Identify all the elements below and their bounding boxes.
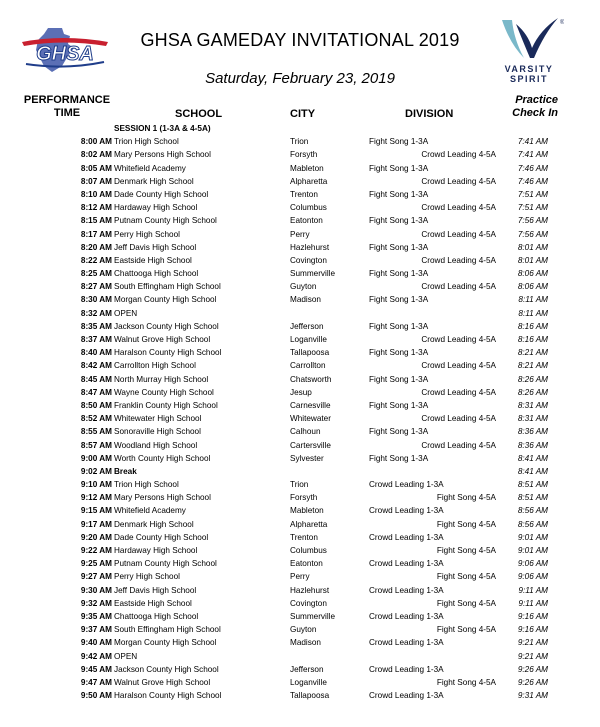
school-name: Morgan County High School bbox=[114, 638, 217, 648]
table-row bbox=[0, 386, 600, 399]
division-name: Crowd Leading 4-5A bbox=[421, 361, 496, 371]
practice-check-in-time: 8:36 AM bbox=[517, 440, 548, 450]
school-name: Whitewater High School bbox=[114, 414, 202, 424]
city-name: Whitewater bbox=[290, 414, 331, 424]
performance-time: 9:15 AM bbox=[80, 506, 112, 516]
table-row bbox=[0, 254, 600, 267]
performance-time: 9:37 AM bbox=[80, 625, 112, 635]
city-name: Calhoun bbox=[290, 427, 321, 437]
page-title: GHSA GAMEDAY INVITATIONAL 2019 bbox=[140, 30, 460, 50]
school-name: Mary Persons High School bbox=[114, 493, 211, 503]
city-name: Trion bbox=[290, 480, 309, 490]
performance-time: 8:40 AM bbox=[80, 348, 112, 358]
division-name: Crowd Leading 4-5A bbox=[421, 387, 496, 397]
city-name: Jefferson bbox=[290, 664, 324, 674]
table-row bbox=[0, 491, 600, 504]
division-name: Fight Song 4-5A bbox=[436, 625, 496, 635]
col-header-practice-check-in: Practice Check In bbox=[512, 94, 558, 119]
school-name: North Murray High School bbox=[114, 374, 209, 384]
table-row bbox=[0, 689, 600, 702]
table-row bbox=[0, 557, 600, 570]
performance-time: 8:57 AM bbox=[80, 440, 112, 450]
division-name: Fight Song 1-3A bbox=[369, 216, 429, 226]
practice-check-in-time: 8:31 AM bbox=[517, 400, 548, 410]
city-name: Jefferson bbox=[290, 321, 324, 331]
school-name: Haralson County High School bbox=[114, 348, 222, 358]
school-name: Chattooga High School bbox=[114, 269, 199, 279]
city-name: Hazlehurst bbox=[290, 585, 330, 595]
practice-check-in-time: 9:06 AM bbox=[517, 559, 548, 569]
practice-check-in-time: 7:51 AM bbox=[517, 189, 548, 199]
performance-time: 9:27 AM bbox=[80, 572, 112, 582]
practice-check-in-time: 8:21 AM bbox=[517, 348, 548, 358]
performance-time: 9:40 AM bbox=[80, 638, 112, 648]
table-row bbox=[0, 465, 600, 478]
performance-time: 9:50 AM bbox=[80, 691, 112, 701]
svg-text:®: ® bbox=[560, 20, 564, 26]
city-name: Hazlehurst bbox=[290, 242, 330, 252]
table-row bbox=[0, 333, 600, 346]
city-name: Jesup bbox=[290, 387, 312, 397]
practice-check-in-time: 7:41 AM bbox=[517, 150, 548, 160]
session-label: SESSION 1 (1-3A & 4-5A) bbox=[114, 124, 211, 133]
practice-check-in-time: 9:16 AM bbox=[517, 611, 548, 621]
performance-time: 8:37 AM bbox=[80, 335, 112, 344]
table-row bbox=[0, 307, 600, 320]
table-row bbox=[0, 412, 600, 425]
school-name: Putnam County High School bbox=[114, 216, 217, 226]
school-name: Woodland High School bbox=[114, 440, 198, 450]
table-row bbox=[0, 359, 600, 372]
table-row bbox=[0, 478, 600, 491]
event-date: Saturday, February 23, 2019 bbox=[205, 70, 395, 87]
city-name: Columbus bbox=[290, 203, 327, 213]
city-name: Guyton bbox=[290, 625, 317, 635]
performance-time: 8:07 AM bbox=[80, 176, 112, 186]
table-row bbox=[0, 623, 600, 636]
city-name: Eatonton bbox=[290, 216, 323, 226]
col-header-division: DIVISION bbox=[405, 108, 454, 120]
table-row bbox=[0, 346, 600, 359]
practice-check-in-time: 9:26 AM bbox=[517, 677, 548, 687]
practice-check-in-time: 9:01 AM bbox=[517, 532, 548, 542]
division-name: Fight Song 4-5A bbox=[436, 677, 496, 687]
school-name: Mary Persons High School bbox=[114, 150, 211, 160]
city-name: Madison bbox=[290, 638, 321, 648]
city-name: Summerville bbox=[290, 611, 336, 621]
division-name: Crowd Leading 4-5A bbox=[421, 282, 496, 292]
session-row bbox=[0, 122, 600, 135]
col-header-school: SCHOOL bbox=[175, 108, 223, 120]
performance-time: 8:45 AM bbox=[80, 374, 112, 384]
practice-check-in-time: 8:41 AM bbox=[517, 453, 548, 463]
table-row bbox=[0, 241, 600, 254]
performance-time: 9:42 AM bbox=[80, 651, 112, 661]
table-row bbox=[0, 452, 600, 465]
performance-time: 8:55 AM bbox=[80, 427, 112, 437]
school-name: Whitefield Academy bbox=[114, 163, 186, 173]
city-name: Loganville bbox=[290, 677, 327, 687]
practice-check-in-time: 9:26 AM bbox=[517, 664, 548, 674]
varsity-logo-line2: SPIRIT bbox=[509, 74, 548, 84]
col-header-performance-time: PERFORMANCE TIME bbox=[23, 94, 111, 119]
practice-check-in-time: 8:31 AM bbox=[517, 414, 548, 424]
school-name: Sonoraville High School bbox=[114, 427, 201, 437]
practice-check-in-time: 8:11 AM bbox=[518, 308, 548, 318]
practice-check-in-time: 7:56 AM bbox=[517, 229, 548, 239]
school-name: Eastside High School bbox=[114, 255, 192, 265]
city-name: Chatsworth bbox=[290, 374, 332, 384]
city-name: Cartersville bbox=[290, 440, 331, 450]
performance-time: 9:20 AM bbox=[80, 532, 112, 542]
table-row bbox=[0, 399, 600, 412]
city-name: Tallapoosa bbox=[290, 348, 330, 358]
city-name: Guyton bbox=[290, 282, 317, 292]
performance-time: 8:32 AM bbox=[80, 308, 112, 318]
performance-time: 8:52 AM bbox=[80, 414, 112, 424]
practice-check-in-time: 9:16 AM bbox=[517, 625, 548, 635]
table-row bbox=[0, 597, 600, 610]
city-name: Trenton bbox=[290, 532, 318, 542]
division-name: Fight Song 4-5A bbox=[436, 493, 496, 503]
division-name: Crowd Leading 1-3A bbox=[369, 611, 444, 621]
table-row bbox=[0, 214, 600, 227]
school-name: Perry High School bbox=[114, 229, 180, 239]
performance-time: 9:12 AM bbox=[80, 493, 112, 503]
practice-check-in-time: 9:21 AM bbox=[517, 651, 548, 661]
table-row bbox=[0, 175, 600, 188]
practice-check-in-time: 8:26 AM bbox=[517, 374, 548, 384]
school-name: Break bbox=[114, 466, 137, 476]
table-row bbox=[0, 188, 600, 201]
division-name: Fight Song 1-3A bbox=[369, 163, 429, 173]
table-row bbox=[0, 280, 600, 293]
table-row bbox=[0, 267, 600, 280]
performance-time: 8:05 AM bbox=[80, 163, 112, 173]
practice-check-in-time: 8:51 AM bbox=[517, 493, 548, 503]
practice-check-in-time: 9:31 AM bbox=[517, 691, 548, 701]
school-name: Franklin County High School bbox=[114, 400, 218, 410]
practice-check-in-time: 7:46 AM bbox=[517, 176, 548, 186]
practice-check-in-time: 7:46 AM bbox=[517, 163, 548, 173]
practice-check-in-time: 9:01 AM bbox=[517, 546, 548, 555]
table-row bbox=[0, 518, 600, 531]
division-name: Crowd Leading 1-3A bbox=[369, 506, 444, 516]
school-name: Jeff Davis High School bbox=[114, 242, 197, 252]
school-name: Chattooga High School bbox=[114, 611, 199, 621]
table-row bbox=[0, 228, 600, 241]
table-row bbox=[0, 373, 600, 386]
practice-check-in-time: 8:01 AM bbox=[517, 242, 548, 252]
practice-check-in-time: 8:11 AM bbox=[518, 295, 548, 305]
city-name: Sylvester bbox=[290, 453, 324, 463]
school-name: Walnut Grove High School bbox=[114, 677, 211, 687]
city-name: Perry bbox=[290, 229, 310, 239]
city-name: Alpharetta bbox=[290, 519, 328, 529]
division-name: Fight Song 4-5A bbox=[436, 572, 496, 582]
school-name: Hardaway High School bbox=[114, 546, 198, 555]
performance-time: 8:50 AM bbox=[80, 400, 112, 410]
school-name: Carrollton High School bbox=[114, 361, 196, 371]
school-name: Dade County High School bbox=[114, 532, 209, 542]
division-name: Crowd Leading 1-3A bbox=[369, 480, 444, 490]
city-name: Covington bbox=[290, 598, 327, 608]
city-name: Eatonton bbox=[290, 559, 323, 569]
school-name: Wayne County High School bbox=[114, 387, 214, 397]
table-row bbox=[0, 293, 600, 306]
division-name: Fight Song 1-3A bbox=[369, 321, 429, 331]
table-row bbox=[0, 676, 600, 689]
table-row bbox=[0, 148, 600, 161]
performance-time: 8:25 AM bbox=[80, 269, 112, 279]
table-row bbox=[0, 531, 600, 544]
division-name: Crowd Leading 4-5A bbox=[421, 440, 496, 450]
practice-check-in-time: 8:56 AM bbox=[517, 506, 548, 516]
practice-check-in-time: 8:41 AM bbox=[517, 466, 548, 476]
division-name: Crowd Leading 4-5A bbox=[421, 414, 496, 424]
school-name: Jackson County High School bbox=[114, 321, 219, 331]
performance-time: 8:22 AM bbox=[80, 255, 112, 265]
division-name: Fight Song 1-3A bbox=[369, 295, 429, 305]
division-name: Crowd Leading 1-3A bbox=[369, 559, 444, 569]
division-name: Fight Song 1-3A bbox=[369, 374, 429, 384]
schedule-table bbox=[0, 122, 600, 702]
table-row bbox=[0, 504, 600, 517]
performance-time: 8:02 AM bbox=[80, 150, 112, 160]
division-name: Fight Song 1-3A bbox=[369, 242, 429, 252]
performance-time: 8:12 AM bbox=[80, 203, 112, 213]
school-name: Perry High School bbox=[114, 572, 180, 582]
performance-time: 8:35 AM bbox=[80, 321, 112, 331]
practice-check-in-time: 8:36 AM bbox=[517, 427, 548, 437]
city-name: Mableton bbox=[290, 163, 324, 173]
school-name: Whitefield Academy bbox=[114, 506, 186, 516]
school-name: OPEN bbox=[114, 308, 138, 318]
division-name: Fight Song 1-3A bbox=[369, 269, 429, 279]
table-row bbox=[0, 650, 600, 663]
school-name: Hardaway High School bbox=[114, 203, 198, 213]
practice-check-in-time: 9:11 AM bbox=[518, 598, 548, 608]
col-header-city: CITY bbox=[290, 108, 316, 120]
city-name: Tallapoosa bbox=[290, 691, 330, 701]
school-name: OPEN bbox=[114, 651, 138, 661]
division-name: Crowd Leading 1-3A bbox=[369, 664, 444, 674]
practice-check-in-time: 8:06 AM bbox=[517, 282, 548, 292]
division-name: Crowd Leading 4-5A bbox=[421, 150, 496, 160]
school-name: Trion High School bbox=[114, 480, 179, 490]
table-row bbox=[0, 439, 600, 452]
table-row bbox=[0, 425, 600, 438]
table-row bbox=[0, 544, 600, 557]
practice-check-in-time: 9:21 AM bbox=[517, 638, 548, 648]
practice-check-in-time: 9:11 AM bbox=[518, 585, 548, 595]
performance-time: 9:22 AM bbox=[80, 546, 112, 555]
division-name: Crowd Leading 4-5A bbox=[421, 176, 496, 186]
performance-time: 9:17 AM bbox=[80, 519, 112, 529]
table-row bbox=[0, 201, 600, 214]
city-name: Perry bbox=[290, 572, 310, 582]
city-name: Covington bbox=[290, 255, 327, 265]
school-name: Jackson County High School bbox=[114, 664, 219, 674]
division-name: Fight Song 1-3A bbox=[369, 137, 429, 147]
performance-time: 9:32 AM bbox=[80, 598, 112, 608]
performance-time: 9:30 AM bbox=[80, 585, 112, 595]
city-name: Forsyth bbox=[290, 150, 318, 160]
table-row bbox=[0, 663, 600, 676]
table-row bbox=[0, 162, 600, 175]
performance-time: 9:02 AM bbox=[80, 466, 112, 476]
school-name: Denmark High School bbox=[114, 176, 194, 186]
division-name: Crowd Leading 1-3A bbox=[369, 532, 444, 542]
school-name: Jeff Davis High School bbox=[114, 585, 197, 595]
city-name: Mableton bbox=[290, 506, 324, 516]
performance-time: 9:35 AM bbox=[80, 611, 112, 621]
division-name: Fight Song 1-3A bbox=[369, 348, 429, 358]
school-name: South Effingham High School bbox=[114, 625, 221, 635]
performance-time: 9:25 AM bbox=[80, 559, 112, 569]
division-name: Crowd Leading 4-5A bbox=[421, 255, 496, 265]
school-name: South Effingham High School bbox=[114, 282, 221, 292]
performance-time: 8:20 AM bbox=[80, 242, 112, 252]
practice-check-in-time: 8:06 AM bbox=[517, 269, 548, 279]
practice-check-in-time: 8:26 AM bbox=[517, 387, 548, 397]
performance-time: 8:27 AM bbox=[80, 282, 112, 292]
practice-check-in-time: 9:06 AM bbox=[517, 572, 548, 582]
division-name: Fight Song 1-3A bbox=[369, 400, 429, 410]
performance-time: 8:47 AM bbox=[80, 387, 112, 397]
city-name: Loganville bbox=[290, 335, 327, 344]
practice-check-in-time: 8:16 AM bbox=[517, 321, 548, 331]
city-name: Trion bbox=[290, 137, 309, 147]
division-name: Fight Song 4-5A bbox=[436, 598, 496, 608]
school-name: Walnut Grove High School bbox=[114, 335, 211, 344]
division-name: Crowd Leading 4-5A bbox=[421, 335, 496, 344]
division-name: Crowd Leading 4-5A bbox=[421, 203, 496, 213]
city-name: Carrollton bbox=[290, 361, 326, 371]
city-name: Summerville bbox=[290, 269, 336, 279]
performance-time: 8:17 AM bbox=[80, 229, 112, 239]
city-name: Madison bbox=[290, 295, 321, 305]
practice-check-in-time: 7:41 AM bbox=[517, 137, 548, 147]
city-name: Columbus bbox=[290, 546, 327, 555]
school-name: Trion High School bbox=[114, 137, 179, 147]
performance-time: 9:45 AM bbox=[80, 664, 112, 674]
practice-check-in-time: 8:21 AM bbox=[517, 361, 548, 371]
performance-time: 9:00 AM bbox=[80, 453, 112, 463]
school-name: Dade County High School bbox=[114, 189, 209, 199]
practice-check-in-time: 8:56 AM bbox=[517, 519, 548, 529]
city-name: Alpharetta bbox=[290, 176, 328, 186]
school-name: Eastside High School bbox=[114, 598, 192, 608]
table-row bbox=[0, 570, 600, 583]
school-name: Worth County High School bbox=[114, 453, 211, 463]
city-name: Trenton bbox=[290, 189, 318, 199]
division-name: Fight Song 1-3A bbox=[369, 427, 429, 437]
table-row bbox=[0, 584, 600, 597]
division-name: Fight Song 1-3A bbox=[369, 189, 429, 199]
performance-time: 8:42 AM bbox=[80, 361, 112, 371]
division-name: Fight Song 1-3A bbox=[369, 453, 429, 463]
practice-check-in-time: 7:56 AM bbox=[517, 216, 548, 226]
school-name: Denmark High School bbox=[114, 519, 194, 529]
performance-time: 8:10 AM bbox=[80, 189, 112, 199]
performance-time: 9:10 AM bbox=[80, 480, 112, 490]
school-name: Putnam County High School bbox=[114, 559, 217, 569]
table-row bbox=[0, 135, 600, 148]
varsity-logo-line1: VARSITY bbox=[504, 64, 554, 74]
division-name: Crowd Leading 1-3A bbox=[369, 585, 444, 595]
svg-text:GHSA: GHSA bbox=[36, 43, 94, 65]
school-name: Haralson County High School bbox=[114, 691, 222, 701]
city-name: Forsyth bbox=[290, 493, 318, 503]
performance-time: 8:15 AM bbox=[80, 216, 112, 226]
performance-time: 9:47 AM bbox=[80, 677, 112, 687]
table-row bbox=[0, 610, 600, 623]
division-name: Fight Song 4-5A bbox=[436, 519, 496, 529]
performance-time: 8:00 AM bbox=[80, 137, 112, 147]
table-row bbox=[0, 320, 600, 333]
table-row bbox=[0, 636, 600, 649]
performance-time: 8:30 AM bbox=[80, 295, 112, 305]
practice-check-in-time: 8:01 AM bbox=[517, 255, 548, 265]
division-name: Crowd Leading 4-5A bbox=[421, 229, 496, 239]
practice-check-in-time: 8:51 AM bbox=[517, 480, 548, 490]
varsity-spirit-logo bbox=[494, 14, 564, 84]
city-name: Carnesville bbox=[290, 400, 331, 410]
practice-check-in-time: 7:51 AM bbox=[517, 203, 548, 213]
school-name: Morgan County High School bbox=[114, 295, 217, 305]
division-name: Crowd Leading 1-3A bbox=[369, 638, 444, 648]
practice-check-in-time: 8:16 AM bbox=[517, 335, 548, 344]
division-name: Crowd Leading 1-3A bbox=[369, 691, 444, 701]
division-name: Fight Song 4-5A bbox=[436, 546, 496, 555]
